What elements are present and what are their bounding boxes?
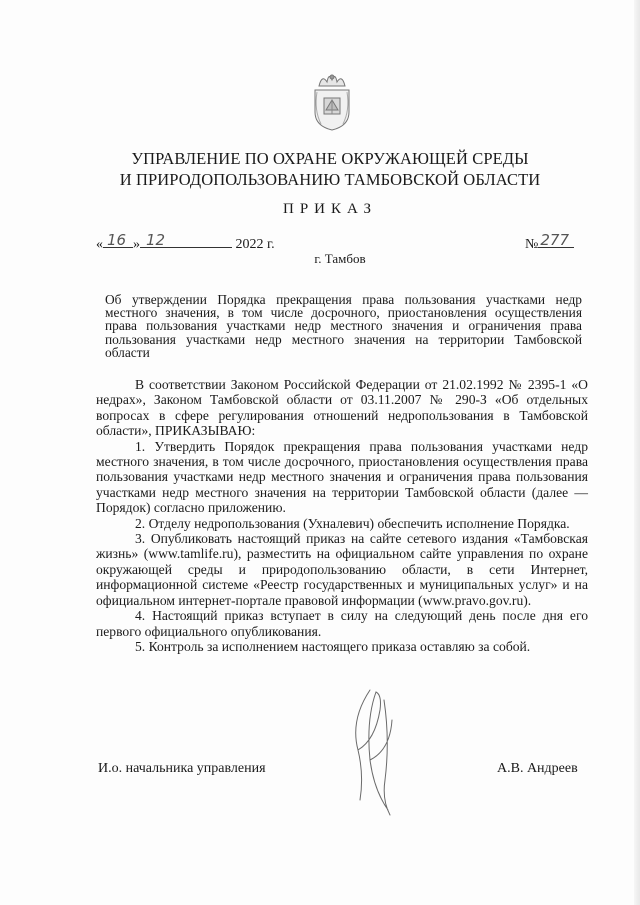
document-number <box>525 233 574 253</box>
organization-name-line-2: И ПРИРОДОПОЛЬЗОВАНИЮ ТАМБОВСКОЙ ОБЛАСТИ <box>119 170 541 189</box>
number-handwritten: 277 <box>540 231 569 249</box>
date-month-field <box>140 233 232 248</box>
document-body <box>96 377 588 654</box>
date-year: 2022 г. <box>235 237 275 252</box>
signatory-title: И.о. начальника управления <box>98 761 266 776</box>
item-3-paragraph: 3. Опубликовать настоящий приказ на сайте сетевого издания «Тамбовская жизнь» (www.tamlife.ru), разместить на официальном сайте управления по охране окружающей среды и природопользованию области, в сети Интернет, информационной системе «Реестр государственных и муниципальных услуг» и на официальном интернет-портале правовой информации (www.pravo.gov.ru). <box>96 531 588 608</box>
preamble-paragraph: В соответствии Законом Российской Федерации от 21.02.1992 № 2395-1 «О недрах», Законом Тамбовской области от 03.11.2007 № 290-З «Об отдельных вопросах в сфере регулирования отношений недропользования в Тамбовской области», ПРИКАЗЫВАЮ: <box>96 377 588 439</box>
item-1-paragraph: 1. Утвердить Порядок прекращения права пользования участками недр местного значения, в том числе досрочного, приостановления осуществления права пользования участками недр местного значения и ограничения права пользования участками недр местного значения на территории Тамбовской области (далее — Порядок) согласно приложению. <box>96 438 588 516</box>
city-line: г. Тамбов <box>314 251 366 266</box>
document-date <box>96 233 275 253</box>
date-day-field <box>103 233 133 248</box>
date-month-handwritten: 12 <box>146 231 166 249</box>
item-2-paragraph: 2. Отделу недропользования (Ухналевич) обеспечить исполнение Порядка. <box>135 515 570 531</box>
organization-name-line-1: УПРАВЛЕНИЕ ПО ОХРАНЕ ОКРУЖАЮЩЕЙ СРЕДЫ <box>131 149 529 168</box>
tambov-coat-of-arms-emblem <box>311 70 353 132</box>
date-open-quote: « <box>96 237 103 252</box>
date-close-quote: » <box>133 237 140 252</box>
item-4-paragraph: 4. Настоящий приказ вступает в силу на следующий день после дня его первого официального опубликования. <box>96 608 588 639</box>
signatory-name: А.В. Андреев <box>497 761 578 776</box>
item-5-paragraph: 5. Контроль за исполнением настоящего приказа оставляю за собой. <box>135 638 531 654</box>
document-subject: Об утверждении Порядка прекращения права пользования участками недр местного значения, в том числе досрочного, приостановления осуществления права пользования участками недр местного значения и ограничения права пользования участками недр местного значения на территории Тамбовской области <box>105 292 582 360</box>
document-type-title: ПРИКАЗ <box>283 201 377 217</box>
handwritten-signature <box>330 680 420 830</box>
page-edge <box>634 0 640 905</box>
number-label: № <box>525 237 539 252</box>
date-day-handwritten: 16 <box>107 231 127 249</box>
